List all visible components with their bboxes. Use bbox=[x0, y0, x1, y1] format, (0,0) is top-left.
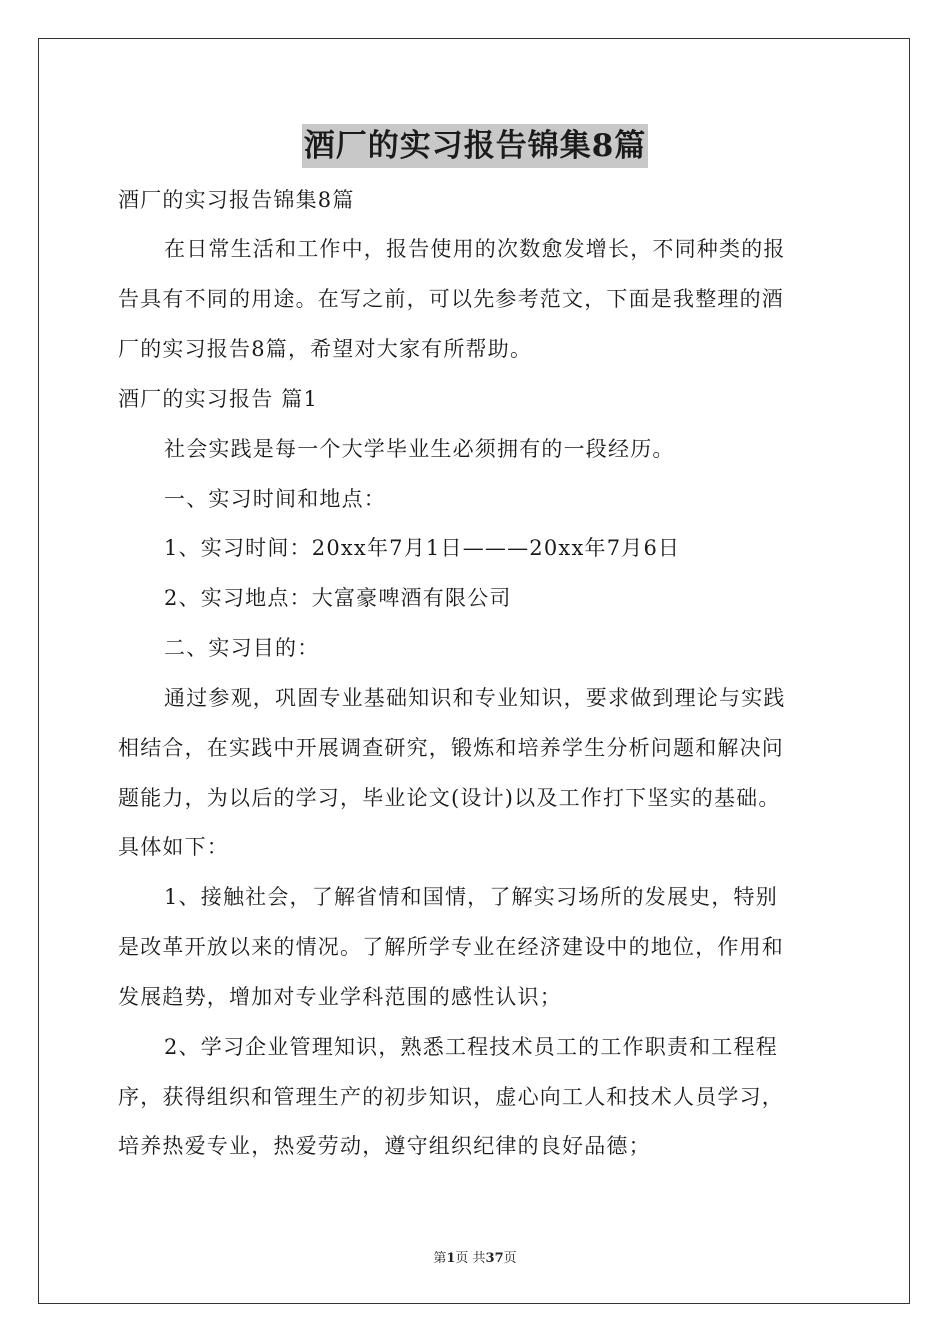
intro-line-2: 告具有不同的用途。在写之前，可以先参考范文，下面是我整理的酒 bbox=[118, 287, 784, 311]
footer-prefix: 第 bbox=[433, 1251, 447, 1266]
item-place: 2、实习地点：大富豪啤酒有限公司 bbox=[164, 586, 512, 610]
section-heading: 酒厂的实习报告 篇1 bbox=[118, 387, 319, 411]
page-border bbox=[38, 38, 910, 1304]
footer-page-number: 1 bbox=[446, 1251, 456, 1266]
item-time: 1、实习时间：20xx年7月1日———20xx年7月6日 bbox=[164, 536, 681, 560]
purpose-line-1: 通过参观，巩固专业基础知识和专业知识，要求做到理论与实践 bbox=[164, 686, 786, 710]
paragraph-social-practice: 社会实践是每一个大学毕业生必须拥有的一段经历。 bbox=[164, 437, 675, 461]
intro-line-1: 在日常生活和工作中，报告使用的次数愈发增长，不同种类的报 bbox=[164, 237, 786, 261]
point1-line-1: 1、接触社会，了解省情和国情，了解实习场所的发展史，特别 bbox=[164, 885, 778, 909]
title-container bbox=[0, 124, 950, 168]
page-footer bbox=[0, 1247, 950, 1266]
footer-suffix: 页 bbox=[503, 1251, 517, 1266]
purpose-line-4: 具体如下： bbox=[118, 835, 229, 859]
subtitle: 酒厂的实习报告锦集8篇 bbox=[118, 188, 355, 212]
footer-middle: 页 共 bbox=[455, 1251, 486, 1266]
point1-line-3: 发展趋势，增加对专业学科范围的感性认识； bbox=[118, 985, 562, 1009]
point2-line-2: 序，获得组织和管理生产的初步知识，虚心向工人和技术人员学习， bbox=[118, 1085, 784, 1109]
intro-line-3: 厂的实习报告8篇，希望对大家有所帮助。 bbox=[118, 337, 533, 361]
document-title: 酒厂的实习报告锦集8篇 bbox=[302, 124, 649, 168]
purpose-line-3: 题能力，为以后的学习，毕业论文(设计)以及工作打下坚实的基础。 bbox=[118, 786, 781, 810]
heading-purpose: 二、实习目的： bbox=[164, 636, 320, 660]
heading-time-place: 一、实习时间和地点： bbox=[164, 487, 386, 511]
point2-line-3: 培养热爱专业，热爱劳动，遵守组织纪律的良好品德； bbox=[118, 1134, 651, 1158]
point1-line-2: 是改革开放以来的情况。了解所学专业在经济建设中的地位，作用和 bbox=[118, 935, 784, 959]
purpose-line-2: 相结合，在实践中开展调查研究，锻炼和培养学生分析问题和解决问 bbox=[118, 736, 784, 760]
footer-total-pages: 37 bbox=[485, 1251, 504, 1266]
point2-line-1: 2、学习企业管理知识，熟悉工程技术员工的工作职责和工程程 bbox=[164, 1035, 778, 1059]
